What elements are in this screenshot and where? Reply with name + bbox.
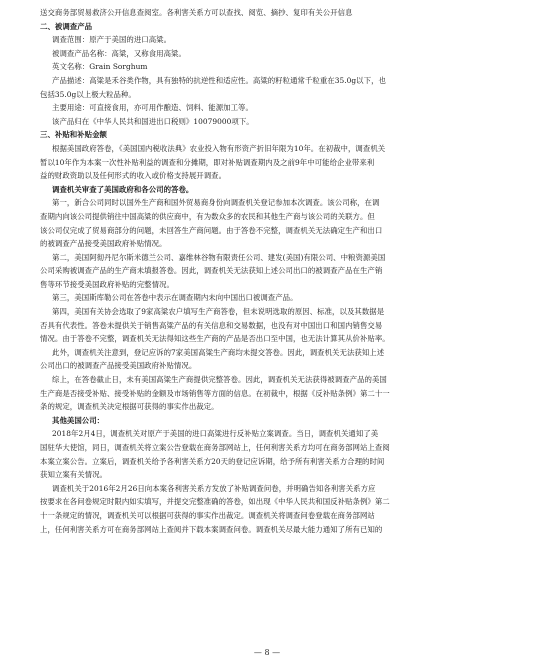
text-line: 条的规定，调查机关决定根据可获得的事实作出裁定。: [40, 402, 219, 412]
text-line: 上，任何利害关系方可在商务部网站上查阅并下载本案调查问卷。调查机关尽最大能力通知了所有已知的: [40, 524, 383, 534]
body-text: [40, 6, 494, 536]
text-line: 包括35.0g以上极大粒品种。: [40, 89, 136, 99]
text-line: 第三，美国斯库勒公司在答卷中表示在调查期内未向中国出口被调查产品。: [52, 293, 298, 303]
text-line: 产品描述：高粱是禾谷类作物，具有独特的抗逆性和适应性。高粱的籽粒通常千粒重在35.0g以下，也: [52, 75, 386, 85]
text-line: 查期内向该公司提供销往中国高粱的供应商中，有为数众多的农民和其他生产商与该公司的关联方。但: [40, 211, 375, 221]
text-line: 的被调查产品接受美国政府补贴情况。: [40, 239, 167, 249]
section-heading: 二、被调查产品: [40, 21, 93, 31]
text-line: 被调查产品名称：高粱，又称食用高粱。: [52, 48, 186, 58]
page-number: — 8 —: [253, 648, 281, 657]
text-line: 送交商务部贸易救济公开信息查阅室。各利害关系方可以查找、阅览、摘抄、复印有关公开信息: [40, 8, 353, 17]
text-line: 英文名称：Grain Sorghum: [52, 62, 148, 72]
text-line: 情况。由于答卷不完整，调查机关无法得知这些生产商的产品是否出口至中国，也无法计算其从价补贴率。: [40, 334, 390, 344]
text-line: 第二，美国阿彻丹尼尔斯米德兰公司、嘉维林谷物有限责任公司、建发(美国)有限公司、中粮资源美国: [52, 252, 386, 262]
text-line: 该产品归在《中华人民共和国进出口税则》10079000项下。: [52, 116, 254, 126]
text-line: 根据美国政府答卷，《美国国内税收法典》农业投入物有形资产折旧年限为10年。在初裁中，调查机关: [52, 143, 386, 153]
text-line: 生产商是否接受补贴、接受补贴的金额及市场销售等方面的信息。在初裁中，根据《反补贴条例》第二十一: [40, 388, 390, 398]
section-heading: 调查机关审查了美国政府和各公司的答卷。: [52, 184, 194, 194]
text-line: 第一，新合公司同时以国外生产商和国外贸易商身份向调查机关登记参加本次调查。该公司称，在调: [52, 198, 380, 208]
text-line: 公司出口的被调查产品接受美国政府补贴情况。: [40, 361, 197, 371]
text-line: 益的财政资助以及任何形式的收入或价格支持展开调查。: [40, 171, 227, 181]
text-line: 综上，在答卷截止日，未有美国高粱生产商提供完整答卷。因此，调查机关无法获得被调查产品的美国: [52, 375, 387, 385]
text-line: 公司采购被调查产品的生产商未填报答卷。因此，调查机关无法获知上述公司出口的被调查产品在生产销: [40, 266, 383, 276]
text-line: 本案立案公告。立案后，调查机关给予各利害关系方20天的登记应诉期，给予所有利害关系方合理的时间: [40, 456, 385, 466]
text-line: 按要求在各问卷规定时限内如实填写，并提交完整准确的答卷，如出现《中华人民共和国反补贴条例》第二: [40, 497, 390, 507]
text-line: 调查机关于2016年2月26日向本案各利害关系方发放了补贴调查问卷，并明确告知各利害关系方应: [52, 483, 376, 493]
section-heading: 三、补贴和补贴金额: [40, 130, 107, 140]
text-line: 获知立案有关情况。: [40, 470, 107, 480]
text-line: 此外，调查机关注意到，登记应诉的7家美国高粱生产商均未提交答卷。因此，调查机关无法获知上述: [52, 347, 385, 357]
section-heading: 其他美国公司：: [52, 415, 105, 425]
text-line: 否具有代表性。答卷未提供关于销售高粱产品的有关信息和交易数据，也没有对中国出口和国内销售交易: [40, 320, 383, 330]
text-line: 2018年2月4日，调查机关对原产于美国的进口高粱进行反补贴立案调查。当日，调查机关通知了美: [52, 429, 379, 439]
text-line: 该公司仅完成了贸易商部分的问题，未回答生产商问题。由于答卷不完整，调查机关无法确定生产和出口: [40, 225, 383, 235]
text-line: 第四，美国有关协会选取了9家高粱农户填写生产商答卷，但未说明选取的原因、标准，以及其数据是: [52, 307, 385, 317]
text-line: 调查范围：原产于美国的进口高粱。: [52, 35, 172, 45]
text-line: 暂以10年作为本案一次性补贴利益的调查和分摊期，即对补贴调查期内及之前9年中可能给企业带来利: [40, 157, 375, 167]
text-line: 售等环节接受美国政府补贴的完整情况。: [40, 279, 174, 289]
text-line: 主要用途：可直接食用，亦可用作酿造、饲料、能源加工等。: [52, 103, 253, 113]
text-line: 十一条规定的情况，调查机关可以根据可获得的事实作出裁定。调查机关将调查问卷登载在商务部网站: [40, 510, 375, 520]
text-line: 国驻华大使馆，同日，调查机关将立案公告登载在商务部网站上，任何利害关系方均可在商务部网站上查阅: [40, 443, 390, 452]
